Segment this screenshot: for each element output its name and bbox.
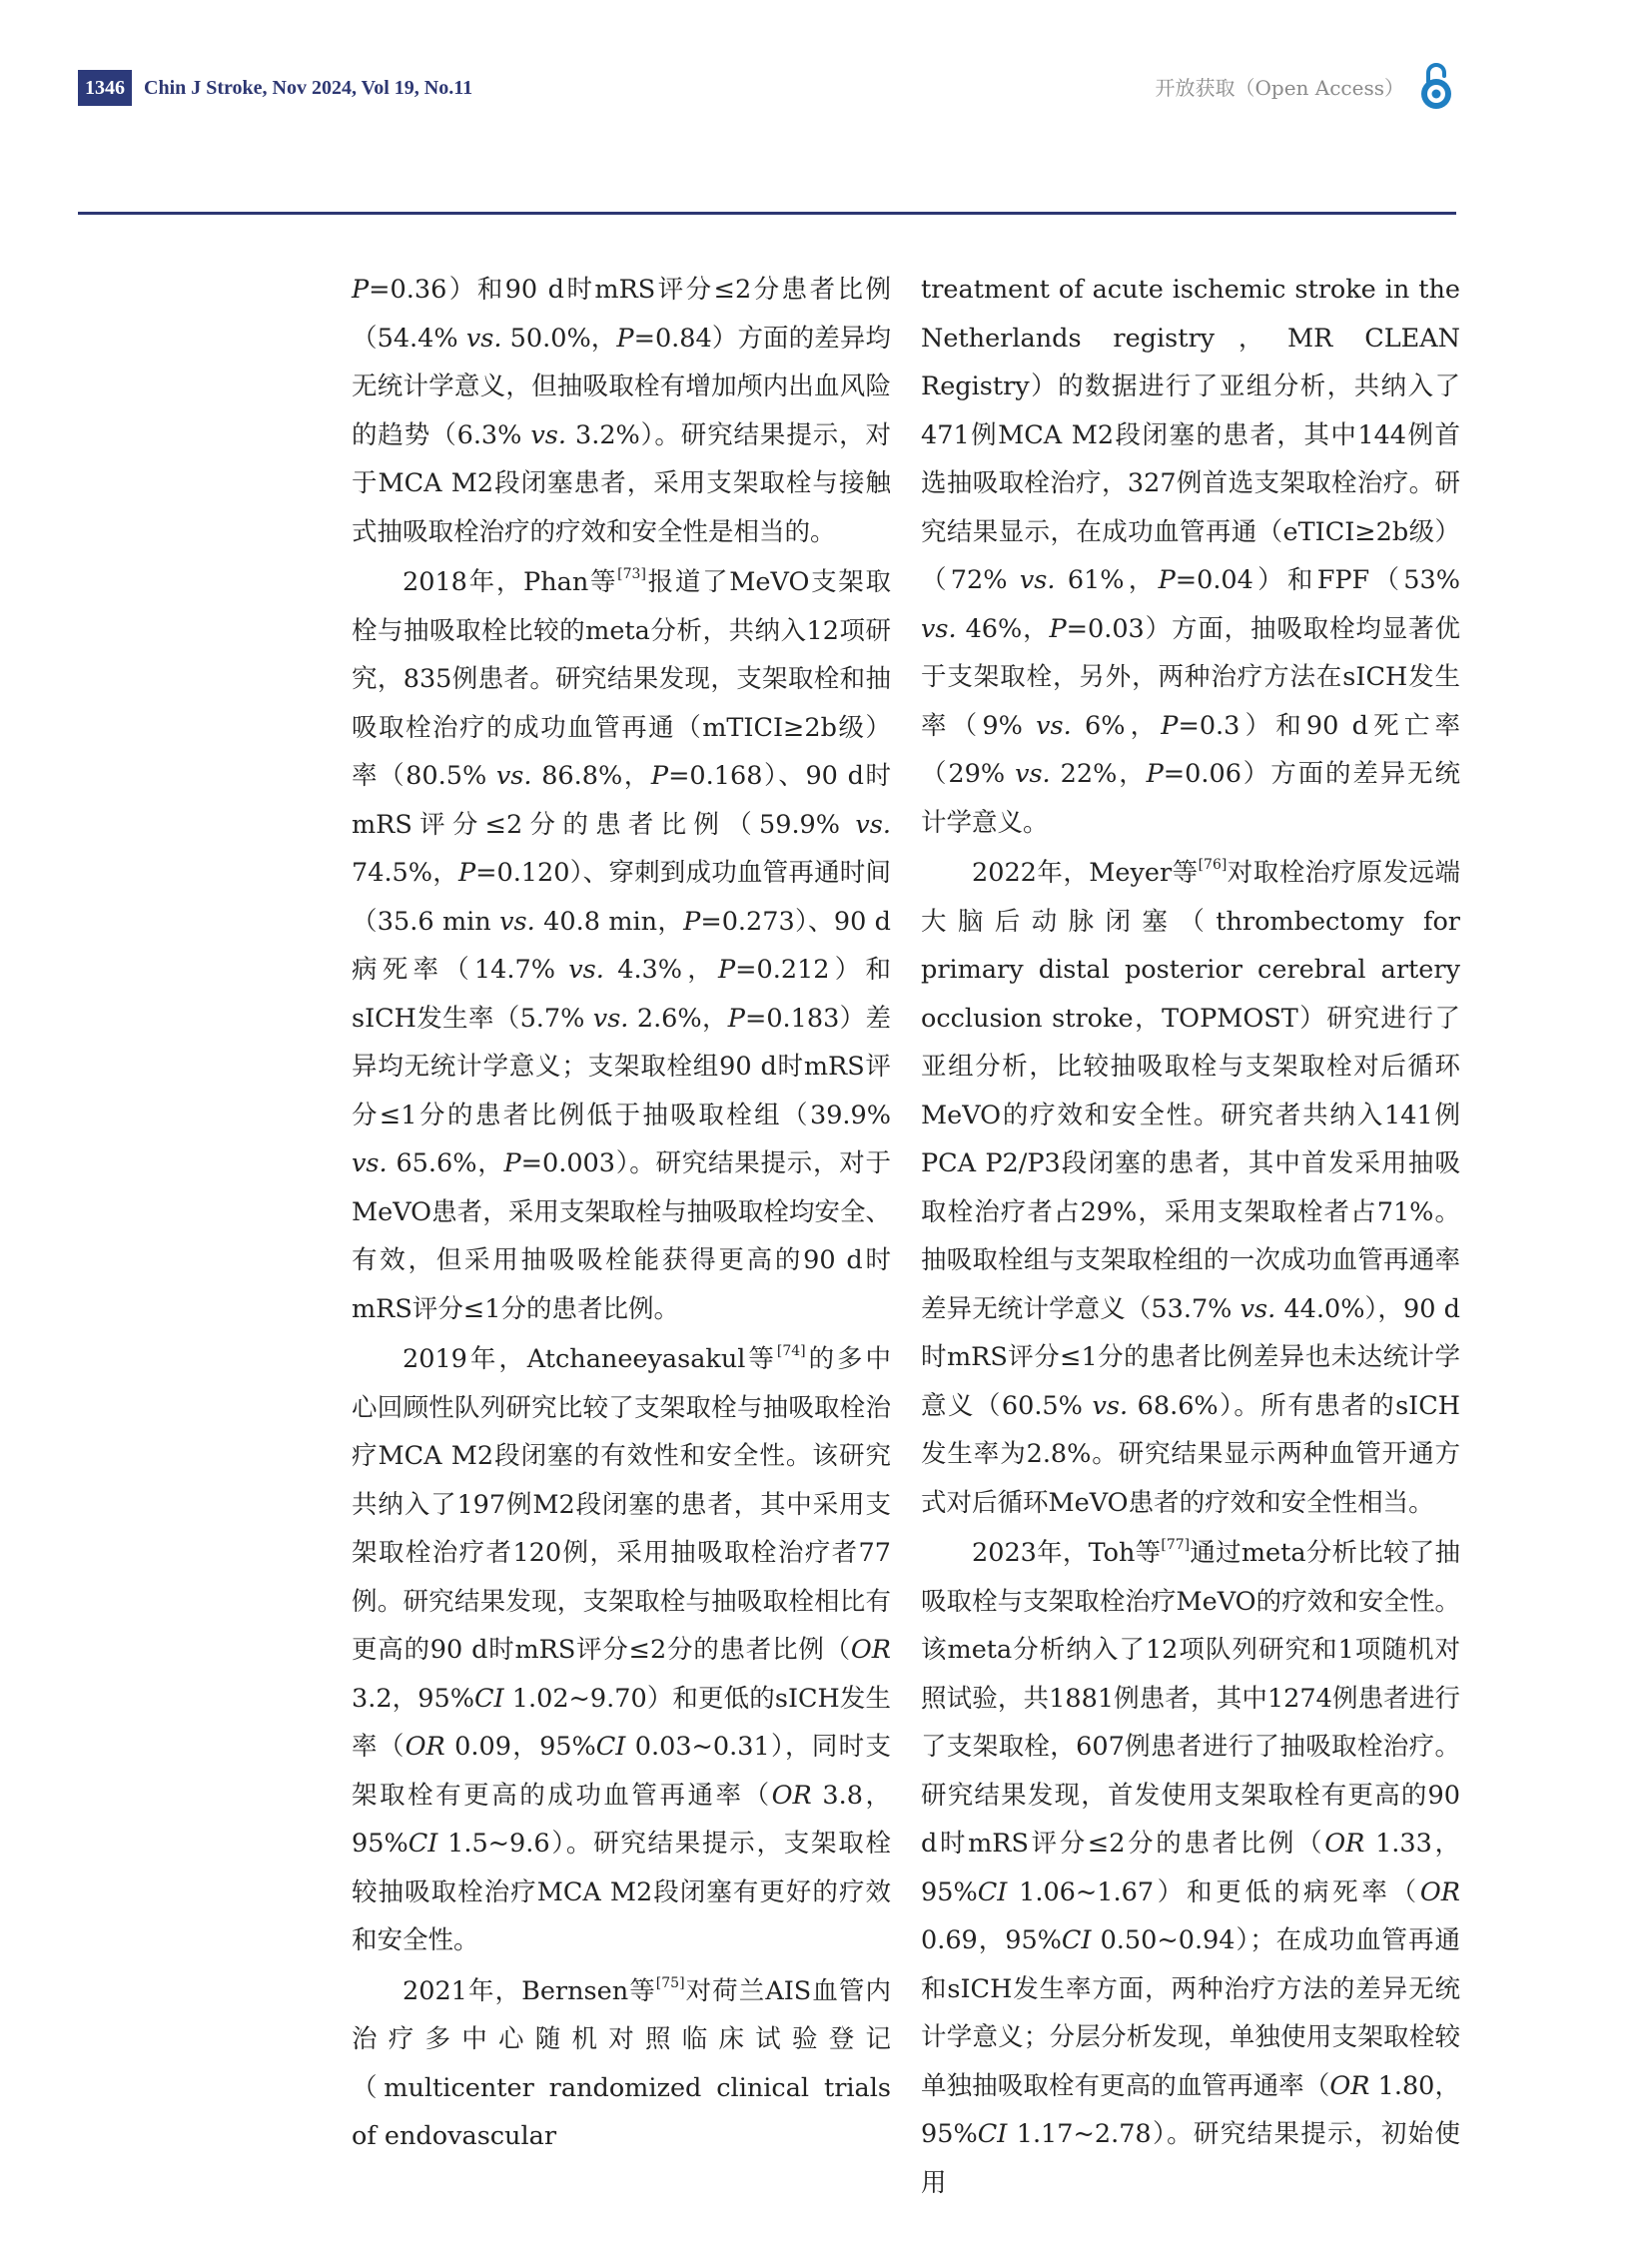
paragraph: P=0.36）和90 d时mRS评分≤2分患者比例（54.4% vs. 50.0%，P=0.84）方面的差异均无统计学意义，但抽吸取栓有增加颅内出血风险的趋势（6.3% vs. 3.2%）。研究结果提示，对于MCA M2段闭塞患者，采用支架取栓与接触式抽吸取栓治疗的疗效和安全性是相当的。 (352, 275, 892, 547)
right-column (921, 266, 1460, 2209)
paragraph: treatment of acute ischemic stroke in the Netherlands registry，MR CLEAN Registry）的数据进行了亚组分析，共纳入了471例MCA M2段闭塞的患者，其中144例首选抽吸取栓治疗，327例首选支架取栓治疗。研究结果显示，在成功血管再通（eTICI≥2b级）（72% vs. 61%，P=0.04）和FPF（53% vs. 46%，P=0.03）方面，抽吸取栓均显著优于支架取栓，另外，两种治疗方法在sICH发生率（9% vs. 6%，P=0.3）和90 d死亡率（29% vs. 22%，P=0.06）方面的差异无统计学意义。 (921, 275, 1460, 838)
paragraph: 2021年，Bernsen等[75]对荷兰AIS血管内治疗多中心随机对照临床试验登记（multicenter randomized clinical trials of endovascular (352, 1974, 891, 2151)
paragraph: 2019年，Atchaneeyasakul等[74]的多中心回顾性队列研究比较了支架取栓与抽吸取栓治疗MCA M2段闭塞的有效性和安全性。该研究共纳入了197例M2段闭塞的患者，其中采用支架取栓治疗者120例，采用抽吸取栓治疗者77例。研究结果发现，支架取栓与抽吸取栓相比有更高的90 d时mRS评分≤2分的患者比例（OR 3.2，95%CI 1.02~9.70）和更低的sICH发生率（OR 0.09，95%CI 0.03~0.31），同时支架取栓有更高的成功血管再通率（OR 3.8，95%CI 1.5~9.6）。研究结果提示，支架取栓较抽吸取栓治疗MCA M2段闭塞有更好的疗效和安全性。 (352, 1343, 892, 1955)
paragraph: 2022年，Meyer等[76]对取栓治疗原发远端大脑后动脉闭塞（thrombectomy for primary distal posterior cerebral artery occlusion stroke，TOPMOST）研究进行了亚组分析，比较抽吸取栓与支架取栓对后循环MeVO的疗效和安全性。研究者共纳入141例PCA P2/P3段闭塞的患者，其中首发采用抽吸取栓治疗者占29%，采用支架取栓者占71%。抽吸取栓组与支架取栓组的一次成功血管再通率差异无统计学意义（53.7% vs. 44.0%），90 d时mRS评分≤1分的患者比例差异也未达统计学意义（60.5% vs. 68.6%）。所有患者的sICH发生率为2.8%。研究结果显示两种血管开通方式对后循环MeVO患者的疗效和安全性相当。 (921, 857, 1460, 1518)
running-header (78, 70, 1456, 106)
open-access-label: 开放获取（Open Access） (1155, 76, 1404, 100)
page-number: 1346 (78, 70, 132, 106)
journal-citation: Chin J Stroke, Nov 2024, Vol 19, No.11 (144, 77, 473, 99)
left-column (352, 266, 891, 2163)
header-rule (78, 212, 1456, 215)
paragraph: 2023年，Toh等[77]通过meta分析比较了抽吸取栓与支架取栓治疗MeVO的疗效和安全性。该meta分析纳入了12项队列研究和1项随机对照试验，共1881例患者，其中1274例患者进行了支架取栓，607例患者进行了抽吸取栓治疗。研究结果发现，首发使用支架取栓有更高的90 d时mRS评分≤2分的患者比例（OR 1.33，95%CI 1.06~1.67）和更低的病死率（OR 0.69，95%CI 0.50~0.94）；在成功血管再通和sICH发生率方面，两种治疗方法的差异无统计学意义；分层分析发现，单独使用支架取栓较单独抽吸取栓有更高的血管再通率（OR 1.80，95%CI 1.17~2.78）。研究结果提示，初始使用 (921, 1537, 1460, 2198)
paragraph: 2018年，Phan等[73]报道了MeVO支架取栓与抽吸取栓比较的meta分析，共纳入12项研究，835例患者。研究结果发现，支架取栓和抽吸取栓治疗的成功血管再通（mTICI≥2b级）率（80.5% vs. 86.8%，P=0.168）、90 d时mRS评分≤2分的患者比例（59.9% vs. 74.5%，P=0.120）、穿刺到成功血管再通时间（35.6 min vs. 40.8 min，P=0.273）、90 d病死率（14.7% vs. 4.3%，P=0.212）和sICH发生率（5.7% vs. 2.6%，P=0.183）差异均无统计学意义；支架取栓组90 d时mRS评分≤1分的患者比例低于抽吸取栓组（39.9% vs. 65.6%，P=0.003）。研究结果提示，对于MeVO患者，采用支架取栓与抽吸取栓均安全、有效，但采用抽吸吸栓能获得更高的90 d时mRS评分≤1分的患者比例。 (352, 566, 892, 1324)
open-access-lock-icon (1416, 60, 1456, 112)
